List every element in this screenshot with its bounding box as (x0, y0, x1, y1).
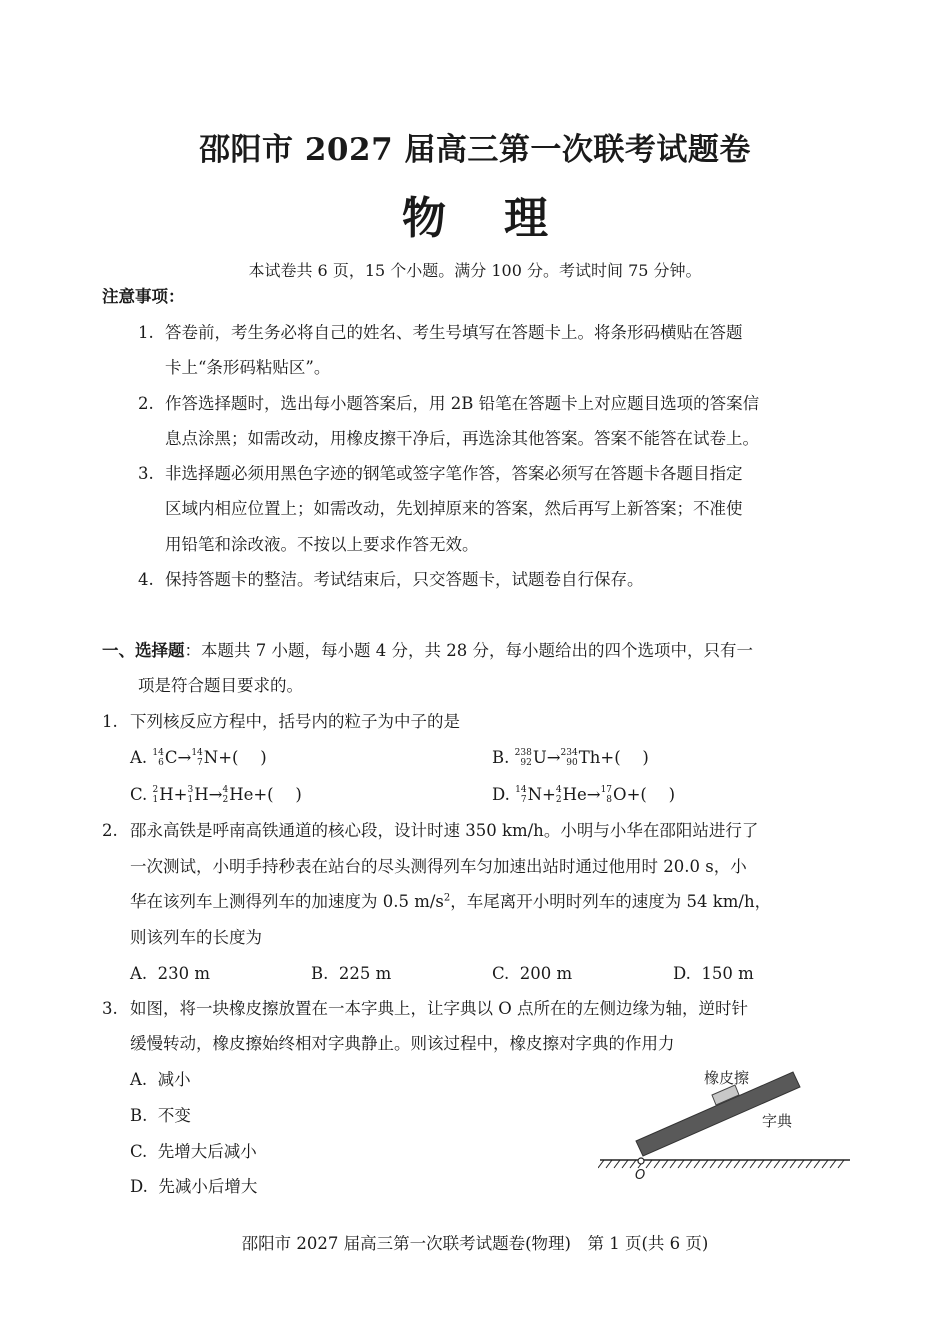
dictionary-label: 字典 (762, 1112, 793, 1130)
q2-option-c[interactable]: C. 200 m (492, 964, 573, 983)
notice-line: 用铅笔和涂改液。不按以上要求作答无效。 (165, 535, 479, 554)
plus-sign: + (542, 785, 556, 804)
q3-option-c[interactable]: C. 先增大后减小 (130, 1142, 257, 1161)
q3-option-d[interactable]: D. 先减小后增大 (130, 1177, 258, 1196)
option-label: C. (130, 785, 148, 804)
nuclide-notation: 17 8 (600, 784, 613, 805)
section-label: 一、选择题 (102, 641, 185, 660)
q3-option-a[interactable]: A. 减小 (130, 1070, 191, 1089)
blank: +( ) (253, 785, 302, 804)
page-footer: 邵阳市 2027 届高三第一次联考试题卷(物理) 第 1 页(共 6 页) (241, 1234, 709, 1253)
element-symbol: Th (578, 748, 601, 767)
q1-option-a[interactable] (130, 747, 267, 769)
q3-option-b[interactable]: B. 不变 (130, 1106, 191, 1125)
nuclide-notation: 14 7 (515, 784, 527, 805)
notice-num: 2. (138, 394, 154, 413)
element-symbol: H (194, 785, 209, 804)
pivot-point (638, 1158, 644, 1164)
notice-line: 卡上“条形码粘贴区”。 (165, 358, 331, 377)
element-symbol: H (159, 785, 174, 804)
notice-line: 作答选择题时，选出每小题答案后，用 2B 铅笔在答题卡上对应题目选项的答案信 (165, 394, 760, 413)
question-text: 邵永高铁是呼南高铁通道的核心段，设计时速 350 km/h。小明与小华在邵阳站进行了 (130, 821, 759, 840)
notice-line: 息点涂黑；如需改动，用橡皮擦干净后，再选涂其他答案。答案不能答在试卷上。 (165, 429, 759, 448)
ground-hatching (598, 1160, 844, 1168)
arrow: → (177, 748, 192, 767)
q2-option-a[interactable]: A. 230 m (130, 964, 211, 983)
notice-num: 1. (138, 323, 154, 342)
nuclide-notation: 14 6 (152, 747, 164, 768)
exam-info: 本试卷共 6 页，15 个小题。满分 100 分。考试时间 75 分钟。 (248, 261, 702, 280)
q2-option-b[interactable]: B. 225 m (311, 964, 392, 983)
question-text: 缓慢转动，橡皮擦始终相对字典静止。则该过程中，橡皮擦对字典的作用力 (130, 1034, 675, 1053)
q1-option-d[interactable] (492, 784, 675, 806)
question-text: 则该列车的长度为 (130, 928, 262, 947)
section-header (102, 640, 753, 662)
arrow: → (586, 785, 601, 804)
superscript: 2 (443, 892, 451, 904)
nuclide-notation: 2 1 (152, 784, 159, 805)
arrow: → (546, 748, 561, 767)
plus-sign: + (173, 785, 188, 804)
section-desc: ：本题共 7 小题，每小题 4 分，共 28 分，每小题给出的四个选项中，只有一 (184, 641, 753, 660)
question-stem: 下列核反应方程中，括号内的粒子为中子的是 (130, 712, 460, 731)
q3-figure (598, 1062, 854, 1184)
element-symbol: N (527, 785, 543, 804)
nuclide-notation: 3 1 (187, 784, 194, 805)
notice-num: 3. (138, 464, 154, 483)
nuclide-notation: 4 2 (555, 784, 562, 805)
element-symbol: C (164, 748, 178, 767)
element-symbol: He (562, 785, 587, 804)
question-number: 3. (102, 999, 118, 1018)
nuclide-notation: 14 7 (191, 747, 203, 768)
eraser-label: 橡皮擦 (704, 1069, 750, 1087)
blank: +( ) (626, 785, 676, 804)
pivot-label: O (635, 1168, 646, 1183)
question-number: 1. (102, 712, 118, 731)
notice-line: 非选择题必须用黑色字迹的钢笔或签字笔作答，答案必须写在答题卡各题目指定 (165, 464, 743, 483)
q1-option-b[interactable] (492, 747, 649, 769)
q2-option-d[interactable]: D. 150 m (673, 964, 754, 983)
notice-line: 答卷前，考生务必将自己的姓名、考生号填写在答题卡上。将条形码横贴在答题 (165, 323, 743, 342)
element-symbol: O (613, 785, 627, 804)
notice-num: 4. (138, 570, 154, 589)
subject-title: 物理 (402, 193, 606, 244)
exam-title: 邵阳市 2027 届高三第一次联考试题卷 (199, 132, 751, 168)
element-symbol: U (532, 748, 547, 767)
q1-option-c[interactable] (130, 784, 302, 806)
option-label: A. (130, 748, 148, 767)
notice-line: 保持答题卡的整洁。考试结束后，只交答题卡，试题卷自行保存。 (165, 570, 644, 589)
section-desc-2: 项是符合题目要求的。 (138, 676, 303, 695)
question-text: 华在该列车上测得列车的加速度为 0.5 $m/s^2$，车尾离开小明时列车的速度为 54 km/h， (130, 892, 772, 911)
question-text: 一次测试，小明手持秒表在站台的尽头测得列车匀加速出站时通过他用时 20.0 s，小 (130, 857, 747, 876)
nuclide-notation: 234 90 (560, 747, 578, 768)
nuclide-notation: 4 2 (222, 784, 229, 805)
notice-line: 区域内相应位置上；如需改动，先划掉原来的答案，然后再写上新答案；不准使 (165, 499, 743, 518)
option-label: D. (492, 785, 510, 804)
element-symbol: He (229, 785, 254, 804)
element-symbol: N (203, 748, 219, 767)
blank: +( ) (600, 748, 649, 767)
option-label: B. (492, 748, 510, 767)
question-number: 2. (102, 821, 118, 840)
arrow: → (208, 785, 223, 804)
blank: +( ) (218, 748, 267, 767)
question-text: 如图，将一块橡皮擦放置在一本字典上，让字典以 O 点所在的左侧边缘为轴，逆时针 (130, 999, 749, 1018)
notice-heading: 注意事项： (102, 287, 185, 306)
nuclide-notation: 238 92 (514, 747, 532, 768)
